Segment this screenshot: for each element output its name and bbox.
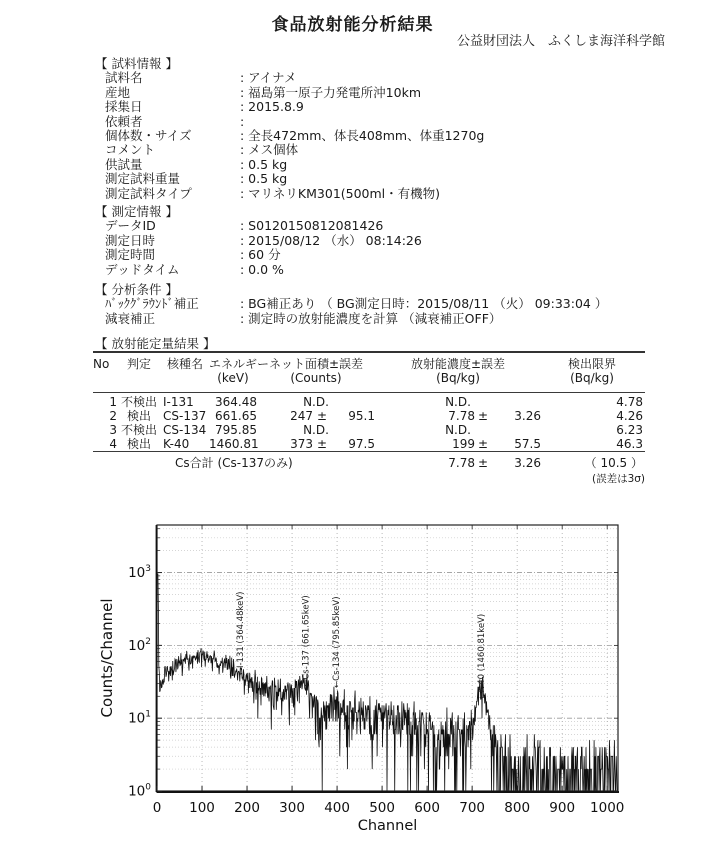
x-tick-label: 800	[504, 800, 531, 816]
field-value: : 0.0 %	[240, 261, 284, 277]
cell-conc-pm: ±	[477, 408, 489, 423]
results-table-body	[93, 395, 645, 452]
summary-error: 3.26	[514, 456, 541, 471]
field-value: : 60 分	[240, 247, 281, 263]
y-tick-label: $10^3$	[128, 564, 151, 582]
col-header-conc	[375, 358, 541, 385]
organization-name: 公益財団法人 ふくしま海洋科学館	[456, 34, 665, 49]
field-label: コメント	[105, 142, 156, 158]
field-label: 産地	[105, 84, 131, 100]
cell-conc-error: 3.26	[514, 408, 541, 423]
cell-conc-error: 57.5	[514, 437, 541, 452]
col-header-net-unit: (Counts)	[290, 371, 342, 385]
summary-label: Cs合計 (Cs-137のみ)	[175, 456, 293, 471]
results-section	[93, 337, 645, 487]
table-row	[93, 423, 645, 437]
cell-nuclide: I-131	[163, 394, 194, 409]
info-field-row	[95, 100, 484, 114]
measurement-info-fields	[95, 219, 422, 277]
x-tick-label: 0	[152, 800, 162, 816]
spectrum-chart	[0, 515, 705, 847]
summary-value: 7.78	[448, 456, 475, 471]
col-header-net-line: ネット面積±誤差	[268, 357, 364, 372]
cell-net-nd: N.D.	[303, 394, 329, 409]
cell-conc-nd: N.D.	[445, 423, 471, 437]
table-rule-header	[93, 392, 645, 393]
sample-info-section	[95, 57, 484, 201]
summary-pm: ±	[477, 456, 489, 471]
x-tick-label: 300	[279, 800, 305, 816]
cell-energy: 1460.81	[209, 437, 259, 452]
cell-net-pm: ±	[316, 437, 328, 452]
info-field-row	[95, 86, 484, 100]
y-tick-label: $10^2$	[128, 636, 151, 654]
cell-no: 4	[109, 437, 117, 452]
cell-conc-nd: N.D.	[445, 394, 471, 409]
cell-net-error: 95.1	[348, 408, 375, 423]
section-title-sample-info: 【 試料情報 】	[95, 56, 178, 71]
cell-no: 3	[109, 423, 117, 437]
field-label: データID	[105, 218, 156, 234]
peak-annotation: ←Cs-134 (795.85keV)	[332, 596, 343, 688]
col-header-limit	[541, 358, 643, 385]
field-value: : 福島第一原子力発電所沖10km	[240, 84, 422, 100]
cell-judgement: 不検出	[120, 423, 157, 437]
results-summary-row	[93, 456, 645, 470]
col-header-net	[257, 358, 375, 385]
col-header-limit-line: 検出限界	[567, 357, 616, 372]
cell-nuclide: CS-134	[163, 423, 207, 437]
field-label: 測定試料タイプ	[105, 185, 192, 201]
field-label: 測定日時	[105, 232, 156, 248]
col-header-judgement: 判定	[126, 357, 151, 372]
section-title-results: 【 放射能定量結果 】	[95, 336, 216, 351]
x-tick-label: 400	[324, 800, 350, 816]
cell-judgement: 検出	[126, 408, 151, 423]
field-label: 測定時間	[105, 247, 156, 263]
cell-limit: 6.23	[616, 423, 643, 437]
cell-limit: 4.78	[616, 394, 643, 409]
cell-net-error: 97.5	[348, 437, 375, 452]
field-value: : S0120150812081426	[240, 218, 384, 234]
info-field-row	[95, 143, 484, 157]
field-label: デッドタイム	[105, 261, 180, 277]
info-field-row	[95, 71, 484, 85]
field-value: : BG補正あり （ BG測定日時：2015/08/11 （火） 09:33:04 ）	[240, 296, 608, 312]
field-value: : アイナメ	[240, 70, 297, 86]
y-tick-exponent: 2	[145, 636, 151, 647]
info-field-row	[95, 263, 422, 277]
x-axis-title: Channel	[357, 818, 418, 834]
field-value: : 2015.8.9	[240, 99, 304, 115]
field-label: ﾊﾞｯｸｸﾞﾗｳﾝﾄﾞ補正	[105, 296, 199, 312]
x-tick-label: 700	[459, 800, 486, 816]
info-field-row	[95, 187, 484, 201]
x-tick-label: 900	[549, 800, 576, 816]
y-tick-exponent: 0	[145, 782, 151, 793]
cell-judgement: 検出	[126, 437, 151, 452]
table-rule-top	[93, 351, 645, 353]
results-error-note: (誤差は3σ)	[591, 473, 645, 486]
y-axis-title: Counts/Channel	[98, 598, 116, 718]
field-label: 減衰補正	[105, 310, 156, 326]
y-tick-exponent: 3	[145, 564, 151, 575]
cell-energy: 364.48	[215, 394, 257, 409]
field-value: : 全長472mm、体長408mm、体重1270g	[240, 128, 485, 144]
info-field-row	[95, 312, 607, 326]
peak-annotation: ←Cs-137 (661.65keV)	[301, 595, 312, 687]
cell-no: 2	[109, 408, 117, 423]
cell-net-value: 373	[290, 437, 313, 452]
info-field-row	[95, 158, 484, 172]
cell-conc-value: 199	[452, 437, 475, 452]
field-label: 採集日	[105, 99, 143, 115]
info-field-row	[95, 172, 484, 186]
field-label: 測定試料重量	[105, 171, 181, 187]
measurement-info-section	[95, 205, 422, 277]
col-header-conc-unit: (Bq/kg)	[436, 371, 480, 385]
peak-annotation: ←I-131 (364.48keV)	[235, 591, 246, 676]
field-value: : 2015/08/12 （水） 08:14:26	[240, 232, 422, 248]
summary-paren: （ 10.5 ）	[584, 456, 643, 471]
field-label: 供試量	[105, 156, 143, 172]
table-row	[93, 409, 645, 423]
spectrum-trace	[157, 574, 618, 791]
cell-conc-value: 7.78	[448, 408, 475, 423]
analysis-conditions-section	[95, 283, 607, 326]
field-value: :	[240, 113, 245, 129]
x-tick-label: 200	[234, 800, 260, 816]
peak-annotation: ←K-40 (1460.81keV)	[477, 613, 488, 700]
cell-limit: 4.26	[616, 408, 643, 423]
sample-info-fields	[95, 71, 484, 201]
field-value: : 0.5 kg	[240, 171, 288, 187]
cell-no: 1	[109, 394, 117, 409]
x-tick-label: 500	[369, 800, 395, 816]
field-value: : メス個体	[240, 142, 299, 158]
info-field-row	[95, 297, 607, 311]
table-row	[93, 437, 645, 451]
cell-conc-pm: ±	[477, 437, 489, 452]
cell-nuclide: CS-137	[163, 408, 207, 423]
cell-judgement: 不検出	[120, 394, 157, 409]
cell-net-nd: N.D.	[303, 423, 329, 437]
cell-energy: 661.65	[215, 408, 257, 423]
info-field-row	[95, 248, 422, 262]
x-tick-label: 600	[414, 800, 441, 816]
cell-net-value: 247	[290, 408, 313, 423]
y-tick-label: $10^0$	[128, 782, 151, 800]
y-tick-exponent: 1	[145, 709, 151, 720]
page-title: 食品放射能分析結果	[271, 15, 434, 35]
field-value: : 測定時の放射能濃度を計算 （減衰補正OFF）	[240, 310, 502, 326]
col-header-nuclide: 核種名	[166, 357, 203, 372]
table-rule-bottom	[93, 451, 645, 452]
cell-energy: 795.85	[215, 423, 257, 437]
x-tick-label: 1000	[590, 800, 625, 816]
field-label: 個体数・サイズ	[105, 128, 192, 144]
col-header-limit-unit: (Bq/kg)	[570, 371, 614, 385]
col-header-conc-line: 放射能濃度±誤差	[410, 357, 506, 372]
analysis-conditions-fields	[95, 297, 607, 326]
col-header-no: No	[93, 357, 110, 372]
info-field-row	[95, 129, 484, 143]
field-label: 依頼者	[105, 113, 143, 129]
field-value: : 0.5 kg	[240, 156, 288, 172]
field-value: : マリネリKM301(500ml・有機物)	[240, 185, 441, 201]
x-tick-label: 100	[189, 800, 215, 816]
cell-limit: 46.3	[616, 437, 643, 452]
y-tick-label: $10^1$	[128, 709, 151, 727]
info-field-row	[95, 234, 422, 248]
cell-net-pm: ±	[316, 408, 328, 423]
cell-nuclide: K-40	[163, 437, 190, 452]
col-header-energy-line: エネルギー	[209, 357, 270, 372]
results-table-header	[93, 355, 645, 391]
field-label: 試料名	[105, 70, 143, 86]
info-field-row	[95, 115, 484, 129]
col-header-energy	[209, 357, 270, 385]
section-title-analysis-conditions: 【 分析条件 】	[95, 282, 178, 297]
col-header-energy-unit: (keV)	[217, 371, 249, 385]
section-title-measurement-info: 【 測定情報 】	[95, 204, 178, 219]
info-field-row	[95, 219, 422, 233]
table-row	[93, 395, 645, 409]
